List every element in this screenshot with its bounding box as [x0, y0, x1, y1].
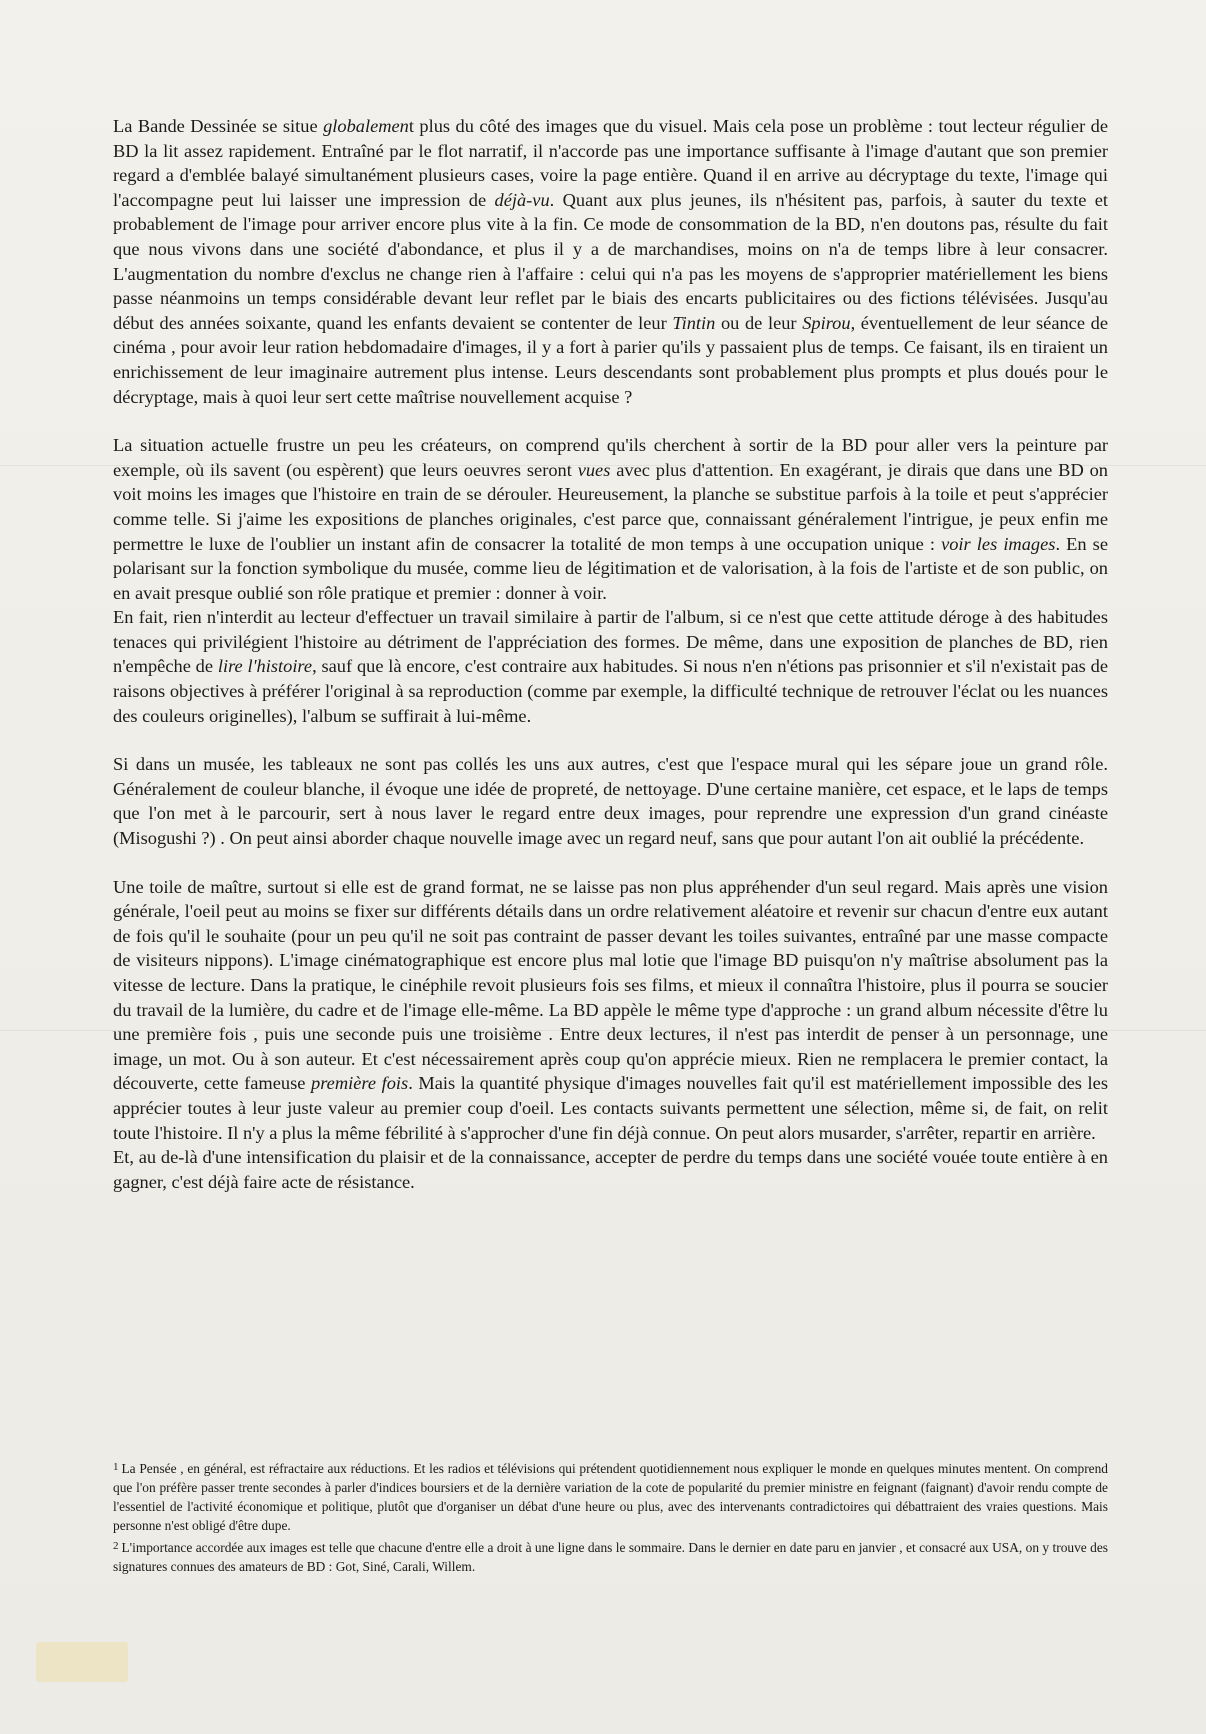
text-segment: Et, au de-là d'une intensification du plaisir et de la connaissance, accepter de perdre du temps dans une société vouée toute entière à en gagner, c'est déjà faire acte de résistance. [113, 1147, 1108, 1192]
italic-text: lire l'histoire [217, 656, 313, 677]
italic-text: globalemen [323, 116, 409, 136]
paragraph [113, 1145, 1108, 1194]
footnote [113, 1537, 1108, 1576]
italic-text: Tintin [672, 312, 716, 333]
italic-text: déjà-vu [494, 189, 550, 210]
text-segment: Si dans un musée, les tableaux ne sont pas collés les uns aux autres, c'est que l'espace mural qui les sépare joue un grand rôle. Généralement de couleur blanche, il évoque une idée de propreté, de nettoyage. D'une certaine manière, cet espace, et le laps de temps que l'on met à le parcourir, sert à nous laver le regard entre deux images, pour reprendre une expression d'un grand cinéaste (Misogushi ?) . On peut ainsi aborder chaque nouvelle image avec un regard neuf, sans que pour autant l'on ait oublié la précédente. [113, 754, 1108, 849]
text-segment: avec plus d'attention. En exagérant, je dirais que dans une BD on voit moins les images que l'histoire en train de se dérouler. Heureusement, la planche se substitue parfois à la toile et peut s'apprécier comme telle. Si j'aime les expositions de planches originales, c'est parce que, connaissant généralement l'intrigue, je peux enfin me permettre le luxe de l'oublier un instant afin de consacrer la totalité de mon temps à une occupation unique : [113, 459, 1108, 554]
italic-text: Spirou [802, 312, 851, 333]
paper-stain [36, 1642, 128, 1682]
text-segment: , sauf que là encore, c'est contraire aux habitudes. Si nous n'en n'étions pas prisonnier et s'il n'existait pas de raisons objectives à préférer l'original à sa reproduction (comme par exemple, la difficulté technique de retrouver l'éclat ou les nuances des couleurs originelles), l'album se suffirait à lui-même. [113, 656, 1108, 726]
text-segment: La situation actuelle frustre un peu les créateurs, on comprend qu'ils cherchent à sortir de la BD pour aller vers la peinture par exemple, où ils savent (ou espèrent) que leurs oeuvres seront [113, 435, 1108, 480]
text-segment: t plus du côté des images que du visuel. Mais cela pose un problème : tout lecteur régulier de BD la lit assez rapidement. Entraîné par le flot narratif, il n'accorde pas une importance suffisante à l'image d'autant que son premier regard a d'emblée balayé simultanément plusieurs cases, voire la page entière. Quand il en arrive au décryptage du texte, l'image qui l'accompagne peut lui laisser une impression de [113, 116, 1108, 210]
text-segment: . En se polarisant sur la fonction symbolique du musée, comme lieu de légitimation et de valorisation, à la fois de l'artiste et de son public, on en avait presque oublié son rôle pratique et premier : donner à voir. [113, 533, 1108, 603]
italic-text: voir les images [941, 533, 1056, 554]
footnote [113, 1458, 1108, 1535]
footnotes [113, 1458, 1108, 1578]
text-segment: Une toile de maître, surtout si elle est de grand format, ne se laisse pas non plus appréhender d'un seul regard. Mais après une vision générale, l'oeil peut au moins se fixer sur différents détails dans un ordre relativement aléatoire et revenir sur chacun d'entre eux autant de fois qu'il le souhaite (pour un peu qu'il ne soit pas contraint de passer devant les toiles suivantes, entraîné par une masse compacte de visiteurs nippons). L'image cinématographique est encore plus mal lotie que l'image BD puisqu'on n'y maîtrise absolument pas la vitesse de lecture. Dans la pratique, le cinéphile revoit plusieurs fois ses films, et mieux il connaîtra l'histoire, plus il pourra se soucier du travail de la lumière, du cadre et de l'image elle-même. La BD appèle le même type d'approche : un grand album nécessite d'être lu une première fois , puis une seconde puis une troisième . Entre deux lectures, il n'est pas interdit de penser à un personnage, une image, un mot. Ou à son auteur. Et c'est nécessairement après coup qu'on apprécie mieux. Rien ne remplacera le premier contact, la découverte, cette fameuse [113, 876, 1108, 1094]
italic-text: vues [577, 459, 611, 480]
text-segment: La Bande Dessinée se situe [113, 116, 324, 136]
article-body [113, 114, 1108, 1194]
text-segment: , éventuellement de leur séance de cinéma , pour avoir leur ration hebdomadaire d'images, il y a fort à parier qu'ils y passaient plus de temps. Ce faisant, ils en tiraient un enrichissement de leur imaginaire autrement plus intense. Leurs descendants sont probablement plus prompts et plus doués pour le décryptage, mais à quoi leur sert cette maîtrise nouvellement acquise ? [113, 312, 1108, 407]
footnote-number: 2 [113, 1540, 119, 1552]
italic-text: première fois [311, 1073, 409, 1094]
text-segment: . Mais la quantité physique d'images nouvelles fait qu'il est matériellement impossible des les apprécier toutes à leur juste valeur au premier coup d'oeil. Les contacts suivants permettent une sélection, même si, de fait, on relit toute l'histoire. Il n'y a plus la même fébrilité à s'approcher d'une fin déjà connue. On peut alors musarder, s'arrêter, repartir en arrière. [113, 1073, 1108, 1143]
paragraph [113, 114, 1108, 409]
paragraph [113, 433, 1108, 605]
paragraph [113, 875, 1108, 1146]
text-segment: En fait, rien n'interdit au lecteur d'effectuer un travail similaire à partir de l'album, si ce n'est que cette attitude déroge à des habitudes tenaces qui privilégient l'histoire au détriment de l'appréciation des formes. De même, dans une exposition de planches de BD, rien n'empêche de [113, 607, 1108, 677]
text-segment: . Quant aux plus jeunes, ils n'hésitent pas, parfois, à sauter du texte et probablement de l'image pour arriver encore plus vite à la fin. Ce mode de consommation de la BD, n'en doutons pas, résulte du fait que nous vivons dans une société d'abondance, et plus il y a de marchandises, moins on n'a de temps libre à leur consacrer. L'augmentation du nombre d'exclus ne change rien à l'affaire : celui qui n'a pas les moyens de s'approprier matériellement les biens passe néanmoins un temps considérable devant leur reflet par le biais des encarts publicitaires ou des fictions télévisées. Jusqu'au début des années soixante, quand les enfants devaient se contenter de leur [113, 189, 1108, 333]
text-segment: ou de leur [715, 312, 803, 333]
footnote-number: 1 [113, 1461, 119, 1473]
paragraph [113, 605, 1108, 728]
footnote-text: L'importance accordée aux images est telle que chacune d'entre elle a droit à une ligne dans le sommaire. Dans le dernier en date paru en janvier , et consacré aux USA, on y trouve des signatures connues des amateurs de BD : Got, Siné, Carali, Willem. [113, 1540, 1108, 1574]
footnote-text: La Pensée , en général, est réfractaire aux réductions. Et les radios et télévisions qui prétendent quotidiennement nous expliquer le monde en quelques minutes mentent. On comprend que l'on préfère passer trente secondes à parler d'indices boursiers et de la dernière variation de la cote de popularité du premier ministre en feignant (faignant) d'avoir rendu compte de l'essentiel de l'activité économique et politique, plutôt que d'organiser un débat d'une heure ou plus, avec des intervenants contradictoires qui débattraient des vraies questions. Mais personne n'est obligé d'être dupe. [113, 1461, 1108, 1533]
paragraph [113, 752, 1108, 850]
